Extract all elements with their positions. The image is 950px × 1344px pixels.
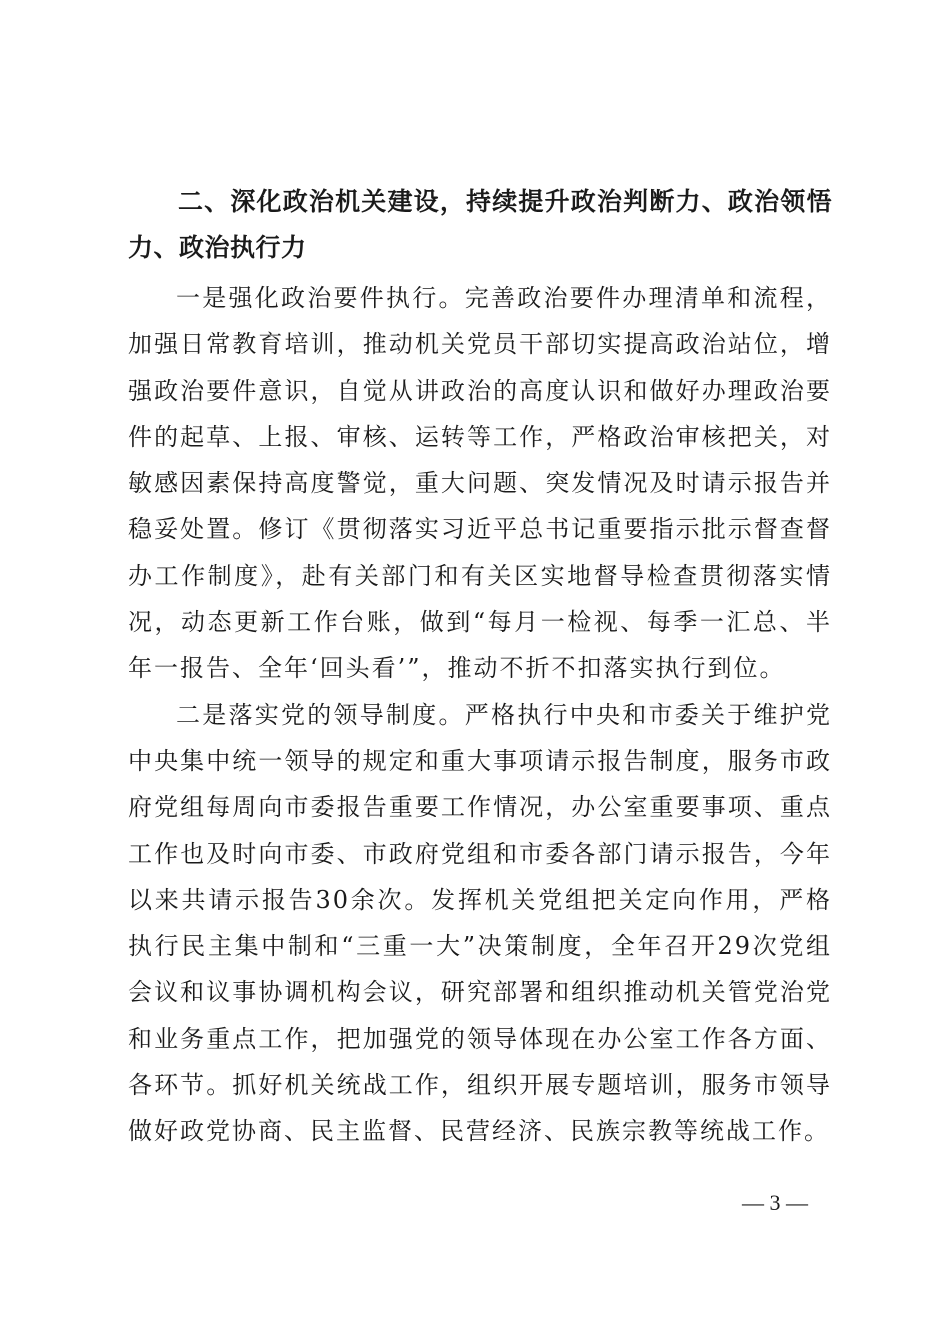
paragraph-party-leadership: 二是落实党的领导制度。严格执行中央和市委关于维护党中央集中统一领导的规定和重大事项请示报告制度，服务市政府党组每周向市委报告重要工作情况，办公室重要事项、重点工作也及时向市委、市政府党组和市委各部门请示报告，今年以来共请示报告30余次。发挥机关党组把关定向作用，严格执行民主集中制和“三重一大”决策制度，全年召开29次党组会议和议事协调机构会议，研究部署和组织推动机关管党治党和业务重点工作，把加强党的领导体现在办公室工作各方面、各环节。抓好机关统战工作，组织开展专题培训，服务市领导做好政党协商、民主监督、民营经济、民族宗教等统战工作。 — [128, 700, 832, 1146]
document-body — [128, 179, 832, 1155]
page-number: — 3 — — [742, 1190, 808, 1215]
section-heading: 二、深化政治机关建设，持续提升政治判断力、政治领悟力、政治执行力 — [128, 187, 832, 262]
paragraph-political-documents: 一是强化政治要件执行。完善政治要件办理清单和流程，加强日常教育培训，推动机关党员干部切实提高政治站位，增强政治要件意识，自觉从讲政治的高度认识和做好办理政治要件的起草、上报、审核、运转等工作，严格政治审核把关，对敏感因素保持高度警觉，重大问题、突发情况及时请示报告并稳妥处置。修订《贯彻落实习近平总书记重要指示批示督查督办工作制度》，赴有关部门和有关区实地督导检查贯彻落实情况，动态更新工作台账，做到“每月一检视、每季一汇总、半年一报告、全年‘回头看’”，推动不折不扣落实执行到位。 — [128, 284, 832, 683]
